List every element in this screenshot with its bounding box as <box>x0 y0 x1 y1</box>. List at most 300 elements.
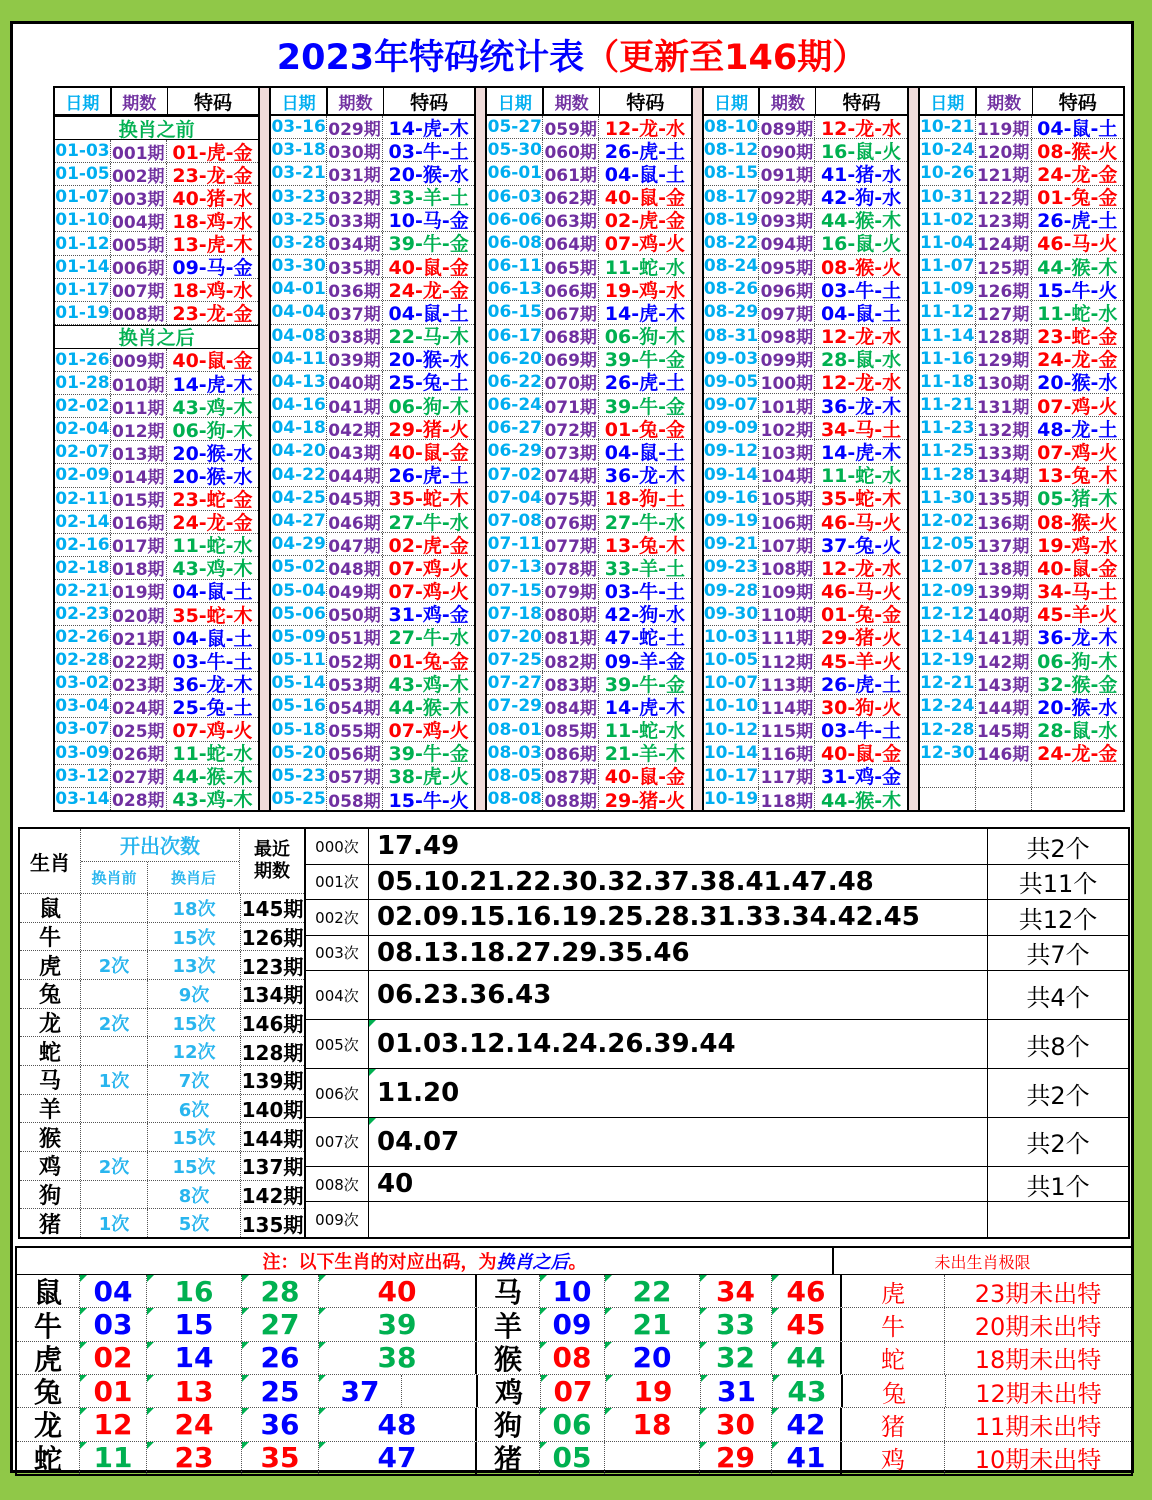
code-cell: 33-羊-土 <box>604 557 685 579</box>
period-row <box>920 186 1123 209</box>
date-cell: 10-31 <box>920 186 975 207</box>
count-total: 共2个 <box>987 1069 1128 1117</box>
code-cell: 40-鼠-金 <box>604 187 685 208</box>
period-row <box>920 371 1123 394</box>
date-cell: 12-24 <box>920 696 975 717</box>
period-cell: 033期 <box>326 209 383 231</box>
period-row <box>704 510 907 533</box>
before-switch-header: 换肖前 <box>81 862 148 894</box>
period-cell: 136期 <box>975 510 1032 532</box>
period-cell: 138期 <box>975 556 1032 578</box>
period-row <box>55 580 258 603</box>
note-post: 。 <box>568 1252 587 1273</box>
map-number-cell: 06 <box>540 1408 605 1440</box>
code-cell: 19-鸡-水 <box>1037 534 1118 556</box>
date-cell: 09-09 <box>703 418 759 439</box>
period-row <box>55 511 258 534</box>
date-cell: 08-29 <box>703 302 759 323</box>
period-cell: 116期 <box>758 742 815 764</box>
map-zodiac-cell: 猪 <box>477 1442 540 1474</box>
date-cell: 04-08 <box>271 325 326 346</box>
code-header: 特码 <box>1058 91 1097 114</box>
period-row <box>920 603 1123 626</box>
date-cell: 12-21 <box>920 673 975 694</box>
period-cell: 042期 <box>326 417 383 439</box>
table-header-row <box>271 88 474 116</box>
code-cell: 03-牛-土 <box>604 581 685 602</box>
period-cell: 012期 <box>110 418 167 440</box>
period-row <box>271 139 474 162</box>
period-row <box>487 649 690 672</box>
period-row <box>920 718 1123 741</box>
section-header-row: 换肖之前 <box>55 116 258 140</box>
code-cell: 11-蛇-水 <box>820 465 902 486</box>
period-cell: 099期 <box>758 348 815 370</box>
code-cell: 25-兔-土 <box>172 696 253 718</box>
column-separator <box>476 86 485 812</box>
after-count-cell: 15次 <box>148 1009 241 1037</box>
date-cell: 06-27 <box>487 418 543 439</box>
period-row <box>704 533 907 556</box>
date-cell: 02-09 <box>55 465 110 486</box>
period-row <box>271 209 474 232</box>
period-cell: 117期 <box>758 765 815 787</box>
date-cell: 09-12 <box>703 441 759 462</box>
period-cell: 001期 <box>110 140 167 162</box>
code-cell: 43-鸡-木 <box>388 673 469 695</box>
count-group-row <box>306 1202 1128 1237</box>
count-label: 001次 <box>306 865 369 900</box>
zodiac-cell: 猪 <box>20 1209 81 1237</box>
period-row <box>920 255 1123 278</box>
zodiac-stat-row <box>20 1152 304 1181</box>
period-row <box>920 626 1123 649</box>
code-cell: 22-马-木 <box>388 326 469 347</box>
code-cell: 11-蛇-水 <box>604 256 685 278</box>
before-count-cell <box>81 894 148 922</box>
zodiac-cell: 狗 <box>20 1181 81 1209</box>
code-cell: 36-龙-木 <box>604 465 685 486</box>
map-number-cell: 37 <box>319 1375 402 1407</box>
code-cell: 09-马-金 <box>172 257 253 278</box>
code-cell: 44-猴-木 <box>820 210 902 231</box>
code-cell: 44-猴-木 <box>820 789 902 811</box>
period-cell: 011期 <box>110 395 167 417</box>
period-cell: 020期 <box>110 603 167 625</box>
period-cell: 048期 <box>326 556 383 578</box>
after-count-cell: 9次 <box>148 980 241 1008</box>
code-cell: 07-鸡-火 <box>604 233 685 255</box>
map-number-cell: 08 <box>540 1342 605 1374</box>
period-cell: 007期 <box>110 279 167 301</box>
period-row <box>271 718 474 741</box>
period-row <box>487 765 690 788</box>
date-cell: 09-19 <box>703 511 759 531</box>
map-zodiac-cell: 龙 <box>17 1408 80 1440</box>
date-cell: 03-30 <box>271 256 326 277</box>
date-cell: 12-12 <box>920 603 975 624</box>
times-header: 开出次数 <box>81 829 239 862</box>
code-cell: 24-龙-金 <box>1037 163 1118 185</box>
date-cell: 11-16 <box>920 348 975 369</box>
count-total: 共7个 <box>987 936 1128 971</box>
page-title <box>13 24 1131 86</box>
period-cell: 097期 <box>758 301 815 323</box>
before-count-cell <box>81 1095 148 1123</box>
code-cell: 16-鼠-火 <box>820 140 902 162</box>
period-row <box>704 186 907 209</box>
period-cell: 145期 <box>975 718 1032 740</box>
period-cell: 139期 <box>975 579 1032 601</box>
period-row <box>55 418 258 441</box>
period-header: 期数 <box>976 88 1033 114</box>
map-zodiac-cell: 猴 <box>477 1342 540 1374</box>
map-number-cell: 15 <box>147 1308 242 1340</box>
title-update: （更新至146期） <box>584 38 868 78</box>
code-cell: 47-蛇-土 <box>604 627 685 648</box>
code-cell: 26-虎-土 <box>1037 210 1118 231</box>
code-cell: 34-马-土 <box>1037 581 1118 602</box>
date-cell: 07-25 <box>487 650 543 671</box>
period-row <box>704 742 907 765</box>
count-group-row <box>306 900 1128 936</box>
period-row <box>487 510 690 533</box>
after-count-cell: 7次 <box>148 1066 241 1094</box>
period-cell: 127期 <box>975 301 1032 323</box>
table-header-row <box>55 88 258 116</box>
period-row <box>487 742 690 765</box>
code-cell: 14-虎-木 <box>820 442 902 463</box>
code-cell: 27-牛-水 <box>388 511 469 533</box>
period-cell: 100期 <box>758 371 815 393</box>
after-count-cell: 12次 <box>148 1037 241 1065</box>
count-numbers: 04.07 <box>369 1118 987 1166</box>
period-cell: 070期 <box>542 371 599 393</box>
code-cell: 23-蛇-金 <box>1037 326 1118 347</box>
code-cell: 39-牛-金 <box>388 233 469 255</box>
date-cell: 04-13 <box>271 371 326 392</box>
date-cell: 08-15 <box>703 163 759 184</box>
date-cell: 02-04 <box>55 419 110 440</box>
extreme-zodiac-cell: 牛 <box>842 1308 945 1340</box>
period-row <box>271 510 474 533</box>
period-cell: 144期 <box>975 695 1032 717</box>
period-cell: 024期 <box>110 695 167 717</box>
table-header-row <box>920 88 1123 116</box>
map-number-cell <box>605 1442 700 1474</box>
map-number-cell: 14 <box>147 1342 242 1374</box>
date-cell: 02-16 <box>55 534 110 555</box>
code-cell: 23-龙-金 <box>172 164 253 186</box>
count-numbers: 17.49 <box>377 831 460 862</box>
period-cell: 069期 <box>542 348 599 370</box>
period-cell: 049期 <box>326 579 383 601</box>
code-header: 特码 <box>626 91 665 114</box>
code-cell: 18-鸡-水 <box>172 280 253 301</box>
code-cell: 34-马-土 <box>820 418 902 440</box>
count-total: 共12个 <box>987 900 1128 935</box>
period-cell: 032期 <box>326 186 383 208</box>
zodiac-stat-row <box>20 1066 304 1095</box>
period-cell: 059期 <box>542 116 599 138</box>
date-cell: 10-07 <box>703 673 759 694</box>
period-cell: 057期 <box>326 765 383 787</box>
date-cell: 11-14 <box>920 325 975 346</box>
date-cell: 11-09 <box>920 279 975 300</box>
period-cell: 045期 <box>326 487 383 509</box>
zodiac-stat-row <box>20 1123 304 1152</box>
date-cell: 02-07 <box>55 442 110 463</box>
period-header: 期数 <box>543 88 600 114</box>
code-cell: 20-猴-水 <box>1037 696 1118 718</box>
date-cell: 03-18 <box>271 140 326 161</box>
map-number-cell: 12 <box>80 1408 147 1440</box>
period-cell: 019期 <box>110 580 167 602</box>
period-cell: 039期 <box>326 348 383 370</box>
period-row <box>55 186 258 209</box>
map-number-cell: 39 <box>319 1308 477 1340</box>
period-row <box>271 672 474 695</box>
period-header: 期数 <box>111 88 168 114</box>
period-row <box>704 116 907 139</box>
date-cell: 06-13 <box>487 279 543 300</box>
code-cell: 07-鸡-火 <box>388 581 469 602</box>
map-zodiac-cell: 蛇 <box>17 1442 80 1474</box>
map-number-cell: 48 <box>319 1408 477 1440</box>
period-cell: 002期 <box>110 163 167 185</box>
date-cell: 06-08 <box>487 232 543 253</box>
period-cell: 143期 <box>975 672 1032 694</box>
count-group-row <box>306 865 1128 901</box>
period-cell: 074期 <box>542 464 599 486</box>
period-row <box>487 348 690 371</box>
code-cell: 01-兔-金 <box>604 418 685 440</box>
map-number-cell <box>402 1375 478 1407</box>
code-cell: 28-鼠-水 <box>820 349 902 370</box>
code-cell: 12-龙-水 <box>820 557 902 579</box>
code-cell: 02-虎-金 <box>388 534 469 556</box>
before-count-cell: 1次 <box>81 1066 148 1094</box>
period-cell: 066期 <box>542 278 599 300</box>
before-count-cell <box>81 1037 148 1065</box>
zodiac-stat-row <box>20 1209 304 1237</box>
period-cell: 038期 <box>326 325 383 347</box>
period-row <box>487 371 690 394</box>
code-cell: 07-鸡-火 <box>388 720 469 741</box>
period-row <box>271 742 474 765</box>
period-row <box>271 556 474 579</box>
code-cell: 06-狗-木 <box>604 326 685 347</box>
extreme-zodiac-cell: 虎 <box>842 1275 945 1307</box>
count-label: 002次 <box>306 900 369 935</box>
period-row <box>487 603 690 626</box>
period-row <box>55 765 258 788</box>
period-cell: 082期 <box>542 649 599 671</box>
before-count-cell <box>81 980 148 1008</box>
period-row <box>487 556 690 579</box>
before-count-cell <box>81 923 148 951</box>
period-row <box>55 788 258 810</box>
code-cell: 20-猴-水 <box>388 349 469 370</box>
period-row <box>704 278 907 301</box>
map-number-cell: 03 <box>80 1308 147 1340</box>
date-cell: 08-24 <box>703 256 759 277</box>
code-cell: 43-鸡-木 <box>172 789 253 810</box>
map-zodiac-cell: 羊 <box>477 1308 540 1340</box>
date-cell: 11-25 <box>920 441 975 462</box>
period-row <box>271 533 474 556</box>
zodiac-map-row <box>17 1308 1131 1341</box>
code-cell: 23-蛇-金 <box>172 489 253 510</box>
map-zodiac-cell: 狗 <box>477 1408 540 1440</box>
date-cell: 12-05 <box>920 534 975 555</box>
period-row <box>487 139 690 162</box>
count-numbers: 01.03.12.14.24.26.39.44 <box>369 1020 987 1068</box>
period-cell: 073期 <box>542 440 599 462</box>
code-cell: 45-羊-火 <box>1037 604 1118 625</box>
date-cell: 04-11 <box>271 348 326 369</box>
date-cell: 12-02 <box>920 511 975 531</box>
date-cell: 01-03 <box>55 141 110 162</box>
period-cell: 091期 <box>758 162 815 184</box>
period-row <box>920 464 1123 487</box>
period-cell: 076期 <box>542 510 599 532</box>
date-cell: 06-20 <box>487 348 543 369</box>
date-cell: 08-12 <box>703 140 759 161</box>
period-row <box>704 464 907 487</box>
period-row <box>55 464 258 487</box>
period-row <box>920 325 1123 348</box>
period-cell: 035期 <box>326 255 383 277</box>
code-header: 特码 <box>842 91 881 114</box>
date-cell: 12-09 <box>920 580 975 601</box>
empty-row <box>920 788 1123 810</box>
code-cell: 40-鼠-金 <box>604 766 685 787</box>
period-row <box>55 557 258 580</box>
note-row <box>17 1248 1131 1275</box>
date-cell: 11-30 <box>920 487 975 508</box>
code-cell: 31-鸡-金 <box>388 604 469 625</box>
period-cell: 029期 <box>326 116 383 138</box>
date-cell: 08-17 <box>703 186 759 207</box>
period-cell: 067期 <box>542 301 599 323</box>
code-cell: 39-牛-金 <box>604 349 685 370</box>
code-cell <box>1032 788 1123 810</box>
code-cell: 03-牛-土 <box>820 720 902 741</box>
period-cell: 050期 <box>326 603 383 625</box>
date-cell: 12-28 <box>920 719 975 740</box>
period-row <box>55 695 258 718</box>
period-row <box>704 556 907 579</box>
code-cell: 18-狗-土 <box>604 488 685 509</box>
period-row <box>920 487 1123 510</box>
code-cell: 39-牛-金 <box>388 743 469 764</box>
code-cell: 11-蛇-水 <box>172 535 253 556</box>
period-row <box>704 788 907 810</box>
map-number-cell: 22 <box>605 1275 700 1307</box>
after-count-cell: 13次 <box>148 951 241 979</box>
date-cell: 07-20 <box>487 626 543 647</box>
period-row <box>920 116 1123 139</box>
code-cell: 33-羊-土 <box>388 187 469 208</box>
code-cell: 13-兔-木 <box>1037 465 1118 486</box>
date-cell: 08-26 <box>703 279 759 300</box>
period-row <box>920 139 1123 162</box>
period-cell: 146期 <box>975 742 1032 764</box>
date-cell: 10-05 <box>703 650 759 671</box>
period-cell: 083期 <box>542 672 599 694</box>
code-cell: 24-龙-金 <box>1037 743 1118 764</box>
period-row <box>271 765 474 788</box>
period-cell: 090期 <box>758 139 815 161</box>
period-row <box>487 394 690 417</box>
column-separator <box>693 86 702 812</box>
period-row <box>271 603 474 626</box>
period-row <box>271 278 474 301</box>
stats-header <box>20 829 304 894</box>
code-cell: 20-猴-水 <box>172 465 253 487</box>
period-cell: 133期 <box>975 440 1032 462</box>
period-cell: 078期 <box>542 556 599 578</box>
code-cell: 40-鼠-金 <box>388 256 469 278</box>
date-cell: 03-14 <box>55 788 110 809</box>
period-table-3 <box>485 86 692 812</box>
period-cell: 026期 <box>110 742 167 764</box>
date-cell: 09-28 <box>703 580 759 601</box>
date-cell: 02-14 <box>55 511 110 532</box>
extreme-zodiac-cell: 蛇 <box>842 1342 945 1374</box>
date-cell: 06-22 <box>487 371 543 392</box>
period-cell: 006期 <box>110 256 167 278</box>
zodiac-map-row <box>17 1442 1131 1474</box>
code-cell: 01-虎-金 <box>172 141 253 163</box>
period-cell: 122期 <box>975 186 1032 208</box>
date-cell: 09-03 <box>703 348 759 369</box>
period-row <box>55 232 258 255</box>
period-row <box>271 348 474 371</box>
code-cell: 12-龙-水 <box>820 117 902 139</box>
date-cell: 05-18 <box>271 719 326 740</box>
period-row <box>487 278 690 301</box>
date-cell: 11-12 <box>920 302 975 323</box>
date-cell: 03-16 <box>271 117 326 138</box>
code-cell: 26-虎-土 <box>604 372 685 394</box>
period-cell: 052期 <box>326 649 383 671</box>
date-cell: 07-02 <box>487 464 543 485</box>
date-cell: 09-05 <box>703 371 759 392</box>
code-cell: 14-虎-木 <box>604 696 685 718</box>
code-cell: 26-虎-土 <box>388 465 469 486</box>
period-row <box>55 441 258 464</box>
count-total: 共2个 <box>987 829 1128 864</box>
code-cell: 10-马-金 <box>388 210 469 231</box>
count-numbers: 40 <box>377 1169 414 1200</box>
date-cell: 02-28 <box>55 650 110 671</box>
period-row <box>55 626 258 649</box>
date-cell: 11-07 <box>920 256 975 277</box>
period-cell: 018期 <box>110 557 167 579</box>
map-number-cell: 24 <box>147 1408 242 1440</box>
date-cell: 04-27 <box>271 511 326 531</box>
period-cell: 085期 <box>542 718 599 740</box>
count-group-row <box>306 1167 1128 1203</box>
period-cell: 043期 <box>326 440 383 462</box>
period-row <box>704 232 907 255</box>
date-cell: 05-11 <box>271 650 326 671</box>
code-cell: 28-鼠-水 <box>1037 720 1118 741</box>
date-cell: 10-12 <box>703 719 759 740</box>
period-row <box>271 186 474 209</box>
